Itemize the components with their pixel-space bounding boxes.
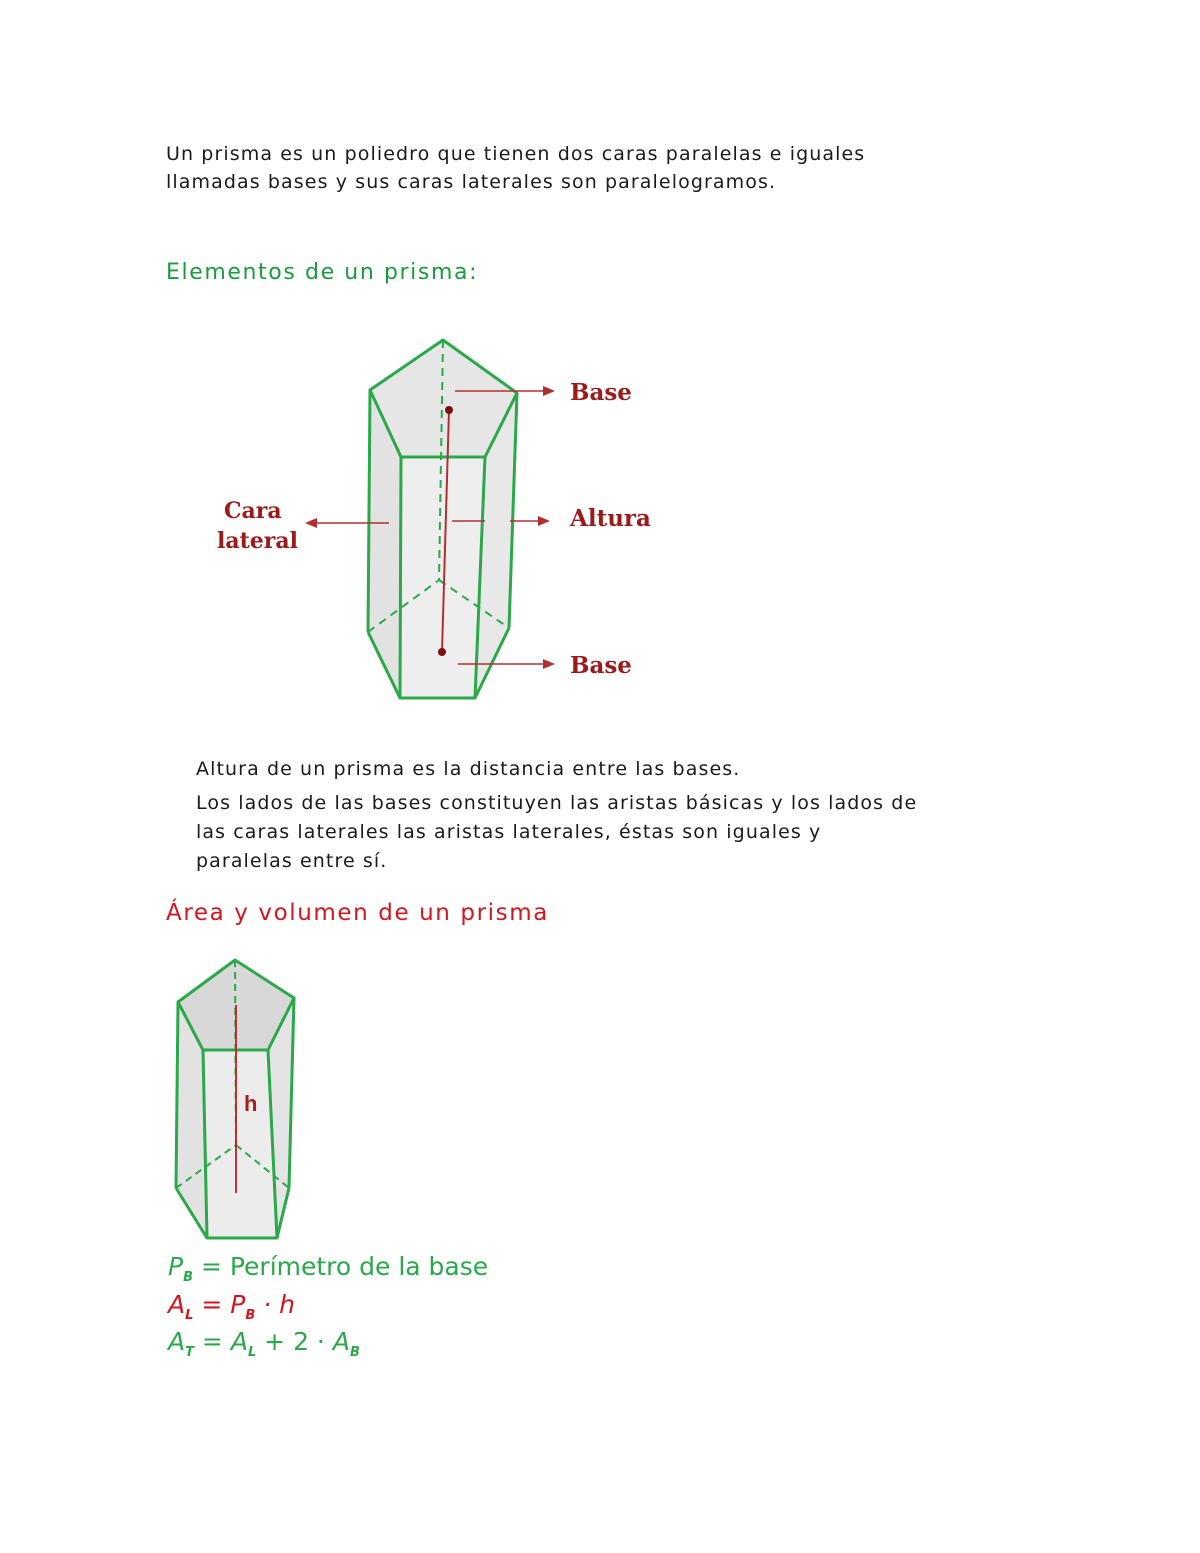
formula-al-eq: = <box>193 1290 231 1319</box>
formula-at-b-sub: B <box>349 1345 360 1360</box>
formula-lateral-area <box>168 1290 295 1323</box>
formula-at-b: A <box>332 1327 350 1356</box>
elements-heading: Elementos de un prisma: <box>166 260 479 285</box>
formula-perimeter-text: = Perímetro de la base <box>200 1252 489 1281</box>
formula-pb-sub: B <box>183 1270 193 1285</box>
formula-al-p: P <box>230 1290 246 1319</box>
formula-at-a: A <box>230 1327 248 1356</box>
formula-al-p-sub: B <box>245 1308 256 1323</box>
formula-al-symbol: A <box>168 1290 186 1319</box>
label-altura: Altura <box>570 505 651 532</box>
formula-at-a-sub: L <box>247 1345 257 1360</box>
label-lateral: lateral <box>217 528 298 554</box>
label-h: h <box>244 1091 258 1116</box>
formula-at-symbol: A <box>168 1327 186 1356</box>
bottom-center-dot <box>438 648 446 656</box>
formula-at-sub: T <box>185 1345 194 1360</box>
formula-al-rest: · h <box>255 1290 295 1319</box>
label-cara: Cara <box>224 498 282 524</box>
intro-text <box>166 140 986 196</box>
area-volume-heading: Área y volumen de un prisma <box>166 900 549 926</box>
prism-elements-diagram <box>200 330 660 710</box>
formula-al-sub: L <box>185 1308 194 1323</box>
formula-perimeter <box>168 1252 488 1285</box>
label-base-top: Base <box>570 379 632 406</box>
intro-line-2: llamadas bases y sus caras laterales son paralelogramos. <box>166 171 777 193</box>
formula-at-eq: = <box>193 1327 231 1356</box>
formula-at-mid: + 2 · <box>256 1327 333 1356</box>
aristas-paragraph <box>196 789 1016 876</box>
altura-definition: Altura de un prisma es la distancia entre las bases. <box>196 758 741 780</box>
prism-front-face <box>400 457 485 698</box>
intro-line-1: Un prisma es un poliedro que tienen dos caras paralelas e iguales <box>166 143 866 165</box>
formula-total-area <box>168 1327 360 1360</box>
aristas-line-2: las caras laterales las aristas laterales, éstas son iguales y <box>196 821 822 843</box>
aristas-line-1: Los lados de las bases constituyen las aristas básicas y los lados de <box>196 792 918 814</box>
aristas-line-3: paralelas entre sí. <box>196 850 388 872</box>
formula-pb-symbol: P <box>168 1252 184 1281</box>
top-center-dot <box>445 406 453 414</box>
prism-height-diagram <box>170 955 310 1245</box>
label-base-bottom: Base <box>570 652 632 679</box>
